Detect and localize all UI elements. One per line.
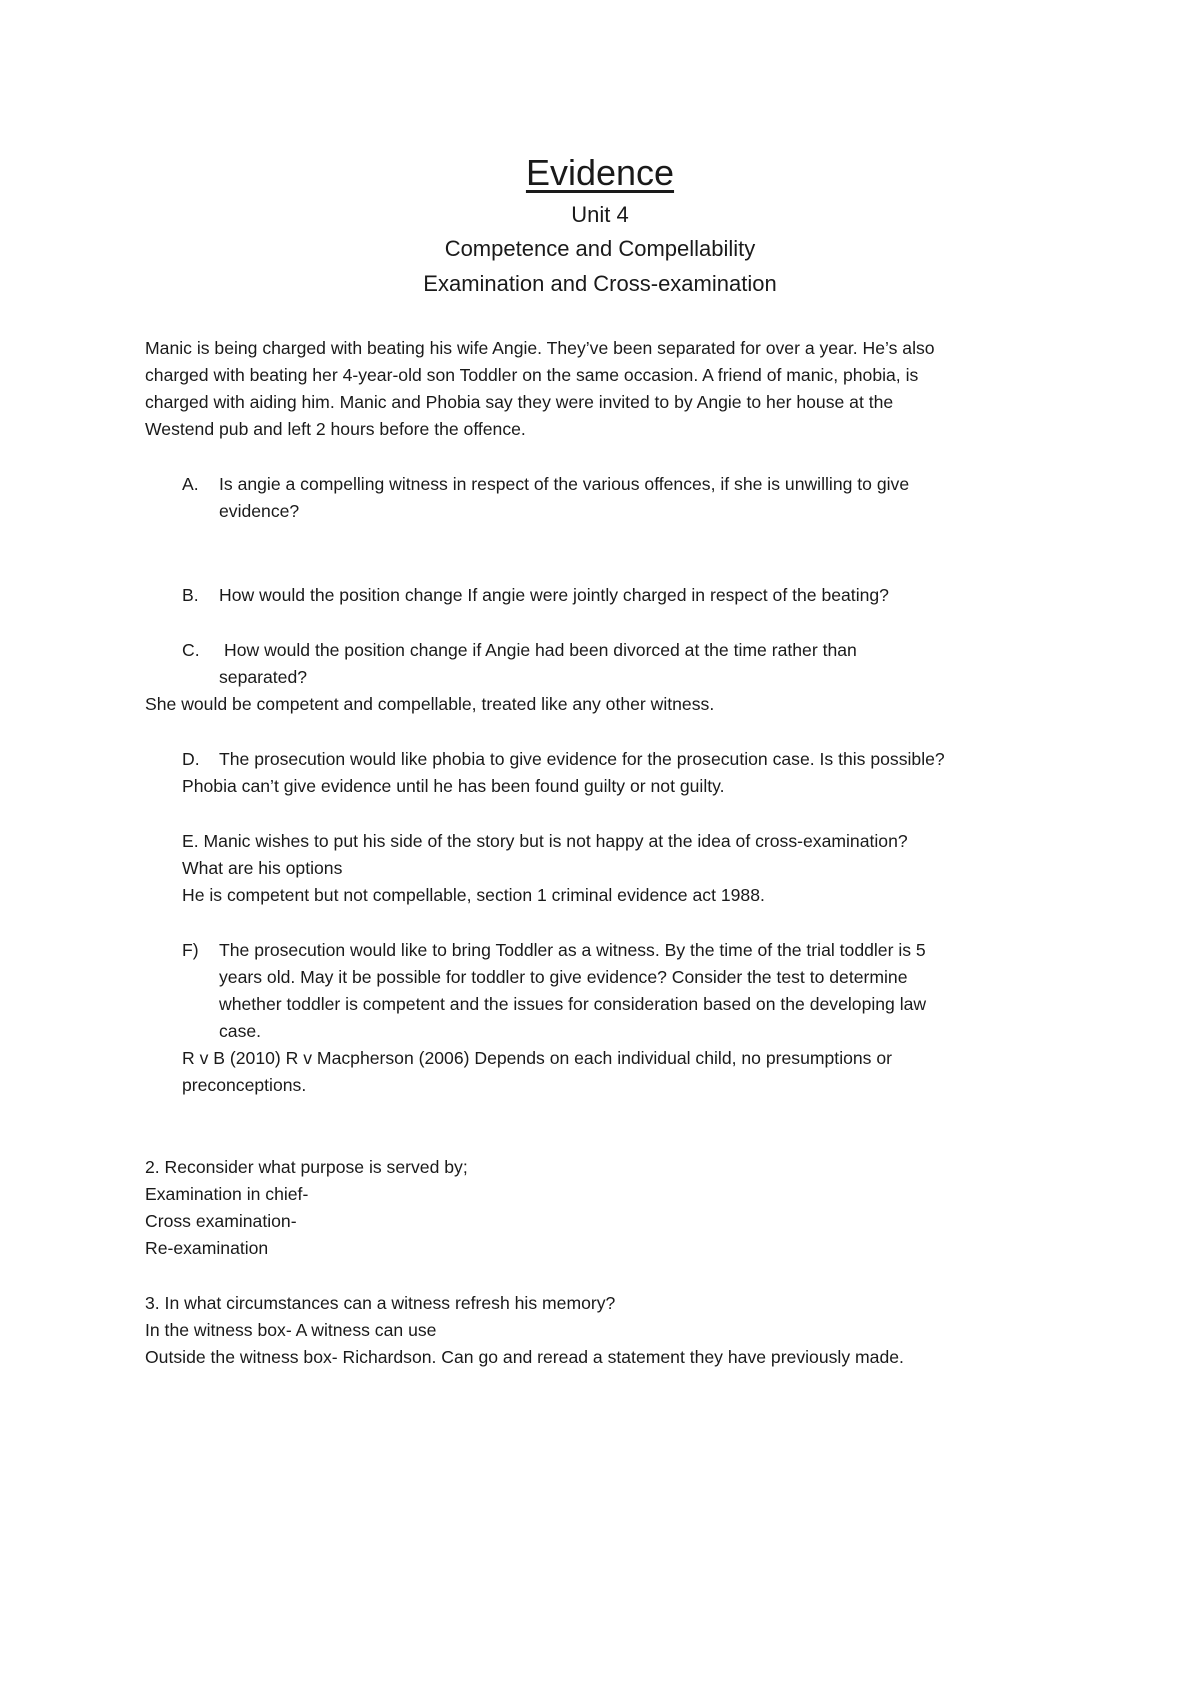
question-d-text: The prosecution would like phobia to give evidence for the prosecution case. Is this possible? bbox=[219, 749, 945, 769]
question-c-answer: She would be competent and compellable, treated like any other witness. bbox=[145, 694, 715, 714]
scenario-line: charged with aiding him. Manic and Phobia say they were invited to by Angie to her house at the bbox=[145, 392, 894, 412]
question-e-text: E. Manic wishes to put his side of the story but is not happy at the idea of cross-examination? bbox=[182, 831, 908, 851]
question-e-text: What are his options bbox=[182, 858, 343, 878]
scenario-line: Westend pub and left 2 hours before the offence. bbox=[145, 419, 526, 439]
question-b-letter: B. bbox=[182, 585, 199, 605]
section-2-item: Re-examination bbox=[145, 1238, 269, 1258]
question-f-text: whether toddler is competent and the issues for consideration based on the developing law bbox=[219, 994, 927, 1014]
question-a-text: evidence? bbox=[219, 501, 300, 521]
unit-subtitle: Unit 4 bbox=[571, 202, 629, 227]
topic-heading-1: Competence and Compellability bbox=[444, 236, 756, 261]
scenario-line: Manic is being charged with beating his wife Angie. They’ve been separated for over a year. He’s also bbox=[145, 338, 935, 358]
question-c-text: separated? bbox=[219, 667, 308, 687]
section-2-item: Examination in chief- bbox=[145, 1184, 309, 1204]
section-2-item: Cross examination- bbox=[145, 1211, 297, 1231]
topic-heading-2: Examination and Cross-examination bbox=[423, 271, 777, 296]
section-3-line: In the witness box- A witness can use bbox=[145, 1320, 437, 1340]
question-d-answer: Phobia can’t give evidence until he has been found guilty or not guilty. bbox=[182, 776, 725, 796]
question-a-text: Is angie a compelling witness in respect of the various offences, if she is unwilling to give bbox=[219, 474, 910, 494]
section-2-heading: 2. Reconsider what purpose is served by; bbox=[145, 1157, 468, 1177]
question-f-text: case. bbox=[219, 1021, 262, 1041]
section-3-line: Outside the witness box- Richardson. Can go and reread a statement they have previously made. bbox=[145, 1347, 904, 1367]
question-e-answer: He is competent but not compellable, section 1 criminal evidence act 1988. bbox=[182, 885, 765, 905]
question-b-text: How would the position change If angie were jointly charged in respect of the beating? bbox=[219, 585, 889, 605]
document-title: Evidence bbox=[525, 152, 675, 193]
question-f-text: years old. May it be possible for toddler to give evidence? Consider the test to determine bbox=[219, 967, 908, 987]
scenario-line: charged with beating her 4-year-old son Toddler on the same occasion. A friend of manic, phobia, is bbox=[145, 365, 919, 385]
question-c-letter: C. bbox=[182, 640, 200, 660]
question-f-letter: F) bbox=[182, 940, 199, 960]
question-c-text: How would the position change if Angie had been divorced at the time rather than bbox=[224, 640, 857, 660]
section-3-heading: 3. In what circumstances can a witness refresh his memory? bbox=[145, 1293, 616, 1313]
question-f-text: The prosecution would like to bring Toddler as a witness. By the time of the trial toddler is 5 bbox=[219, 940, 926, 960]
question-a-letter: A. bbox=[182, 474, 199, 494]
question-d-letter: D. bbox=[182, 749, 200, 769]
question-f-answer: R v B (2010) R v Macpherson (2006) Depends on each individual child, no presumptions or bbox=[182, 1048, 892, 1068]
question-f-answer: preconceptions. bbox=[182, 1075, 307, 1095]
